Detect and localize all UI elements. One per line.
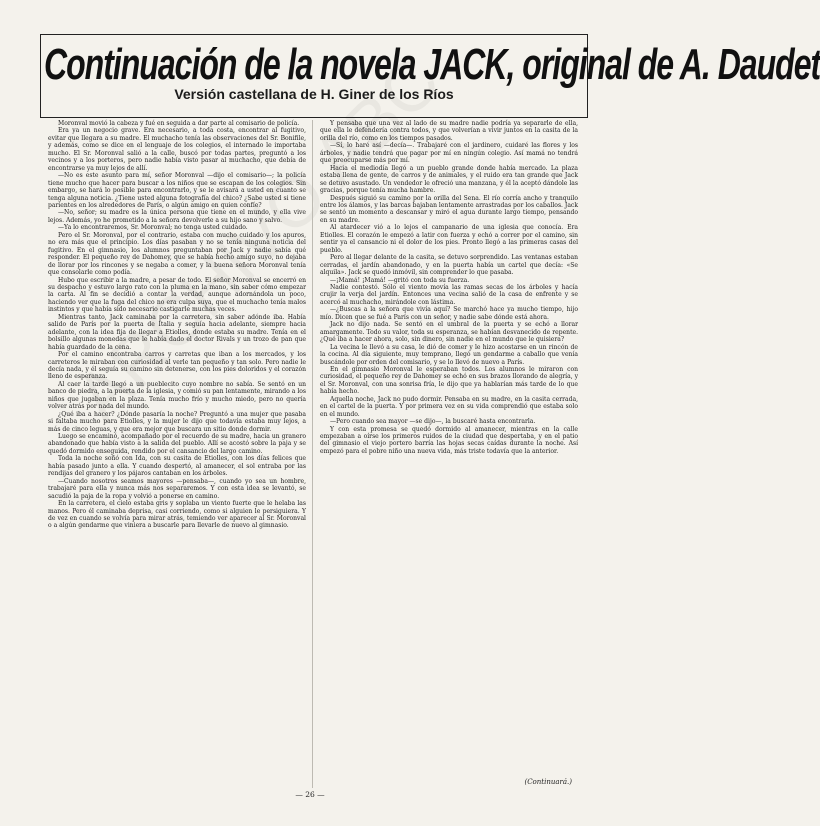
- page-number: — 26 —: [295, 790, 325, 799]
- paragraph: —Cuando nosotros seamos mayores —pensaba—, cuando yo sea un hombre, trabajaré para ella y nunca más nos separaremos. Y con esta idea se levantó, se sacudió la paja de la ropa y volvió a ponerse en camino.: [48, 477, 306, 500]
- paragraph: En el gimnasio Moronval le esperaban todos. Los alumnos le miraron con curiosidad, el pequeño rey de Dahomey se echó en sus brazos llorando de alegría, y el Sr. Moronval, con una sonrisa fría, le dijo que ya hablarían más tarde de lo que había hecho.: [320, 365, 578, 396]
- paragraph: En la carretera, el cielo estaba gris y soplaba un viento fuerte que le helaba las manos. Pero él caminaba deprisa, casi corriendo, como si alguien le persiguiera. Y de vez en cuando se volvía para mirar atrás, temiendo ver aparecer al Sr. Moronval o a algún gendarme que viniera a buscarle para llevarle de nuevo al gimnasio.: [48, 500, 306, 530]
- article-body: [48, 120, 578, 792]
- paragraph: Toda la noche soñó con Ida, con su casita de Etiolles, con los días felices que había pasado junto a ella. Y cuando despertó, al amanecer, el sol entraba por las rendijas del granero y los pájaros cantaban en los árboles.: [48, 455, 306, 478]
- paragraph: Al atardecer vió a lo lejos el campanario de una iglesia que conocía. Era Etiolles. El corazón le empezó a latir con fuerza y echó a correr por el camino, sin sentir ya el cansancio ni el dolor de los pies. Pronto llegó a las primeras casas del pueblo.: [320, 224, 578, 254]
- paragraph: Era ya un negocio grave. Era necesario, a toda costa, encontrar al fugitivo, evitar que llegara a su madre. El muchacho tenía las observaciones del Sr. Bonifile, y además, como se dice en el lenguaje de los colegios, el internado le importaba mucho. El Sr. Moronval salió a la calle, buscó por todas partes, preguntó a los vecinos y a los porteros, pero nadie había visto pasar al muchacho, que debía de encontrarse ya muy lejos de allí.: [48, 127, 306, 172]
- paragraph: La vecina le llevó a su casa, le dió de comer y le hizo acostarse en un rincón de la cocina. Al día siguiente, muy temprano, llegó un gendarme a caballo que venía buscándole por orden del comisario, y se lo llevó de nuevo a París.: [320, 343, 578, 366]
- paragraph: Pero al llegar delante de la casita, se detuvo sorprendido. Las ventanas estaban cerradas, el jardín abandonado, y en la puerta había un cartel que decía: «Se alquila». Jack se quedó inmóvil, sin comprender lo que pasaba.: [320, 254, 578, 277]
- text-column-right: [320, 120, 578, 792]
- paragraph: Jack no dijo nada. Se sentó en el umbral de la puerta y se echó a llorar amargamente. Todo su valor, toda su esperanza, se habían desvanecido de repente. ¿Qué iba a hacer ahora, solo, sin dinero, sin nadie en el mundo que le quisiera?: [320, 321, 578, 344]
- paragraph: —No es este asunto para mí, señor Moronval —dijo el comisario—; la policía tiene mucho que hacer para buscar a los niños que se escapan de los colegios. Sin embargo, se hará lo posible para encontrarlo, y se le avisará a usted en cuanto se tenga alguna noticia. ¿Tiene usted alguna fotografía del chico? ¿Sabe usted si tiene parientes en los alrededores de París, o algún amigo en quien confíe?: [48, 172, 306, 209]
- paragraph: —¡Mamá! ¡Mamá! —gritó con toda su fuerza.: [330, 276, 470, 284]
- paragraph: Moronval movió la cabeza y fué en seguida a dar parte al comisario de policía.: [58, 120, 300, 127]
- paragraph: —Ya lo encontraremos, Sr. Moronval; no tenga usted cuidado.: [58, 224, 248, 232]
- paragraph: Y con esta promesa se quedó dormido al amanecer, mientras en la calle empezaban a oírse los primeros ruidos de la ciudad que despertaba, y en el patio del gimnasio el viejo portero barría las hojas secas caídas durante la noche. Así empezó para el pobre niño una nueva vida, más triste todavía que la anterior.: [320, 425, 578, 455]
- paragraph: —Pero cuando sea mayor —se dijo—, la buscaré hasta encontrarla.: [330, 418, 536, 426]
- paragraph: Pero el Sr. Moronval, por el contrario, estaba con mucho cuidado y los apuros, no era más que el principio. Los días pasaban y no se tenía ninguna noticia del fugitivo. En el gimnasio, los alumnos preguntaban por Jack y nadie sabía qué responder. El pequeño rey de Dahomey, que se había hecho amigo suyo, no dejaba de llorar por los rincones y se negaba a comer, y la buena señora Moronval tenía que consolarle como podía.: [48, 231, 306, 277]
- paragraph: Nadie contestó. Sólo el viento movía las ramas secas de los árboles y hacía crujir la verja del jardín. Entonces una vecina salió de la casa de enfrente y se acercó al muchacho, mirándole con lástima.: [320, 283, 578, 306]
- text-column-left: [48, 120, 306, 792]
- paragraph: —Sí, lo haré así —decía—. Trabajaré con el jardinero, cuidaré las flores y los árboles, y nadie tendrá que pagar por mí en ningún colegio. Así mamá no tendrá que preocuparse más por mí.: [320, 142, 578, 165]
- paragraph: Hubo que escribir a la madre, a pesar de todo. El señor Moronval se encerró en su despacho y estuvo largo rato con la pluma en la mano, sin saber cómo empezar la carta. Al fin se decidió a contar la verdad, aunque adornándola un poco, haciendo ver que la fuga del chico no era culpa suya, que el muchacho tenía malos instintos y que había sido necesario castigarle muchas veces.: [48, 276, 306, 314]
- paragraph: Después siguió su camino por la orilla del Sena. El río corría ancho y tranquilo entre los álamos, y las barcas bajaban lentamente arrastradas por los caballos. Jack se sentó un momento a descansar y miró el agua durante largo tiempo, pensando en su madre.: [320, 194, 578, 224]
- subtitle: Versión castellana de H. Giner de los Ríos: [174, 86, 454, 102]
- column-divider: [312, 120, 313, 788]
- paragraph: Al caer la tarde llegó a un pueblecito cuyo nombre no sabía. Se sentó en un banco de piedra, a la puerta de la iglesia, y comió su pan lentamente, mirando a los niños que jugaban en la plaza. Tenía mucho frío y mucho miedo, pero no quería volver atrás por nada del mundo.: [48, 380, 306, 411]
- paragraph: —No, señor; su madre es la única persona que tiene en el mundo, y ella vive lejos. Además, yo he prometido a la señora devolverle a su hijo sano y salvo.: [48, 209, 306, 224]
- continued-note: (Continuará.): [524, 778, 572, 786]
- paragraph: ¿Qué iba a hacer? ¿Dónde pasaría la noche? Preguntó a una mujer que pasaba si faltaba mucho para Etiolles, y la mujer le dijo que todavía estaba muy lejos, a más de cinco leguas, y que era mejor que buscara un sitio donde dormir.: [48, 410, 306, 433]
- paragraph: Mientras tanto, Jack caminaba por la carretera, sin saber adónde iba. Había salido de París por la puerta de Italia y seguía hacia adelante, siempre hacia adelante, con la idea fija de llegar a Etiolles, donde estaba su madre. Tenía en el bolsillo algunas monedas que le había dado el doctor Rivals y un trozo de pan que había guardado de la cena.: [48, 313, 306, 351]
- paragraph: —¿Buscas a la señora que vivía aquí? Se marchó hace ya mucho tiempo, hijo mío. Dicen que se fué a París con un señor, y nadie sabe dónde está ahora.: [320, 306, 578, 321]
- paragraph: Hacia el mediodía llegó a un pueblo grande donde había mercado. La plaza estaba llena de gente, de carros y de animales, y el ruido era tan grande que Jack se detuvo asustado. Un vendedor le ofreció una manzana, y él la aceptó dándole las gracias, porque tenía mucha hambre.: [320, 164, 578, 195]
- paragraph: Y pensaba que una vez al lado de su madre nadie podría ya separarle de ella, que ella le defendería contra todos, y que volverían a vivir juntos en la casita de la orilla del río, como en los tiempos pasados.: [320, 120, 578, 142]
- page-title: Continuación de la novela JACK, original de A. Daudet: [44, 40, 820, 89]
- paragraph: Por el camino encontraba carros y carretas que iban a los mercados, y los carreteros le miraban con curiosidad al verle tan pequeño y tan solo. Pero nadie le decía nada, y él seguía su camino sin detenerse, con los pies doloridos y el corazón lleno de esperanza.: [48, 351, 306, 381]
- paragraph: Luego se encaminó, acompañado por el recuerdo de su madre, hacia un granero abandonado que había visto a la salida del pueblo. Allí se acostó sobre la paja y se quedó dormido enseguida, rendido por el cansancio del largo camino.: [48, 433, 306, 455]
- paragraph: Aquella noche, Jack no pudo dormir. Pensaba en su madre, en la casita cerrada, en el cartel de la puerta. Y por primera vez en su vida comprendió que estaba solo en el mundo.: [320, 395, 578, 418]
